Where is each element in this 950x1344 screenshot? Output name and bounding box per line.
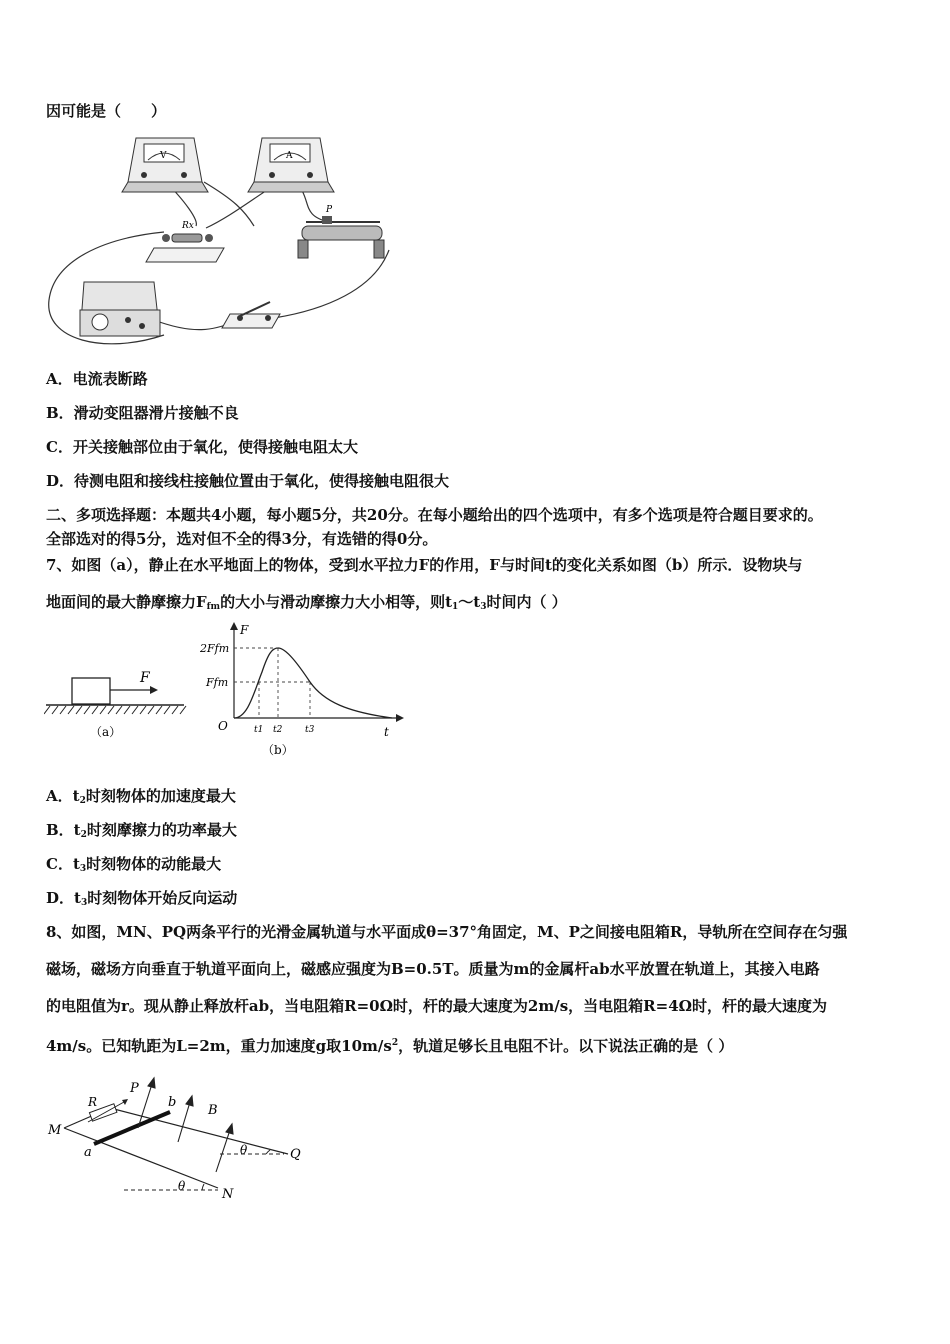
ammeter-label: A	[286, 151, 293, 161]
ammeter	[248, 138, 334, 192]
label-theta-bottom: θ	[178, 1179, 186, 1193]
y-axis-label: F	[240, 623, 249, 637]
label-M: M	[48, 1123, 62, 1138]
figure-7a	[44, 660, 194, 750]
label-B: B	[208, 1103, 218, 1118]
resistor-label: Rx	[182, 221, 194, 231]
voltmeter-label: V	[160, 151, 167, 161]
x-axis-label: t	[384, 725, 389, 739]
q7-stem-line2: 地面间的最大静摩擦力$F_{fm}$的大小与滑动摩擦力大小相等，则$t_1\sim t_3$时间内（ ）	[46, 593, 567, 612]
label-Q: Q	[290, 1147, 301, 1162]
figure-7b	[198, 622, 408, 762]
y-tick-ffm: Ffm	[206, 676, 229, 689]
q8-stem-line1: 8、如图，MN、PQ两条平行的光滑金属轨道与水平面成θ=37°角固定，M、P之间接电阻箱R，导轨所在空间存在匀强	[46, 923, 848, 941]
circuit-figure	[44, 130, 404, 352]
q6-option-a: A．电流表断路	[46, 370, 148, 388]
figure-7a-caption: （a）	[90, 725, 122, 739]
figure-8-rails	[44, 1072, 314, 1208]
x-tick-t3: t3	[305, 725, 315, 735]
label-R: R	[88, 1095, 98, 1109]
y-tick-2ffm: 2Ffm	[200, 642, 230, 655]
question-6-tail: 因可能是（ ）	[46, 102, 167, 120]
q7-option-c: C．$t_3$时刻物体的动能最大	[46, 855, 222, 874]
label-theta-top: θ	[240, 1143, 248, 1157]
x-tick-t1: t1	[254, 725, 264, 735]
label-b: b	[168, 1095, 177, 1110]
switch	[222, 302, 280, 328]
q6-option-c: C．开关接触部位由于氧化，使得接触电阻太大	[46, 438, 358, 456]
force-curve	[234, 648, 392, 718]
section-2-heading-line1: 二、多项选择题：本题共4小题，每小题5分，共20分。在每小题给出的四个选项中，有多个选项是符合题目要求的。	[46, 506, 823, 524]
figure-7b-caption: （b）	[262, 743, 294, 757]
q7-option-d: D．$t_3$时刻物体开始反向运动	[46, 889, 238, 908]
label-a: a	[84, 1145, 92, 1160]
q6-option-b: B．滑动变阻器滑片接触不良	[46, 404, 239, 422]
resistor-board	[146, 221, 224, 262]
origin-label: O	[218, 719, 228, 733]
voltmeter	[122, 138, 208, 192]
q7-stem-line1: 7、如图（a），静止在水平地面上的物体，受到水平拉力F的作用，F与时间t的变化关系如图（b）所示．设物块与	[46, 556, 803, 574]
label-N: N	[222, 1187, 234, 1202]
slider-label: P	[326, 205, 333, 215]
section-2-heading-line2: 全部选对的得5分，选对但不全的得3分，有选错的得0分。	[46, 530, 438, 548]
q7-option-b: B．$t_2$时刻摩擦力的功率最大	[46, 821, 237, 840]
q6-option-d: D．待测电阻和接线柱接触位置由于氧化，使得接触电阻很大	[46, 472, 450, 490]
power-supply	[80, 282, 160, 336]
q7-option-a: A．$t_2$时刻物体的加速度最大	[46, 787, 236, 806]
label-P: P	[130, 1081, 139, 1096]
q8-stem-line4: 4m/s。已知轨距为L=2m，重力加速度g取$10m/s^2$，轨道足够长且电阻不计。以下说法正确的是（ ）	[46, 1037, 734, 1055]
q8-stem-line2: 磁场，磁场方向垂直于轨道平面向上，磁感应强度为B=0.5T。质量为m的金属杆ab水平放置在轨道上，其接入电路	[46, 960, 820, 978]
q8-stem-line3: 的电阻值为r。现从静止释放杆ab，当电阻箱R=0Ω时，杆的最大速度为2m/s，当电阻箱R=4Ω时，杆的最大速度为	[46, 997, 827, 1015]
force-label: F	[140, 670, 150, 686]
x-tick-t2: t2	[273, 725, 283, 735]
